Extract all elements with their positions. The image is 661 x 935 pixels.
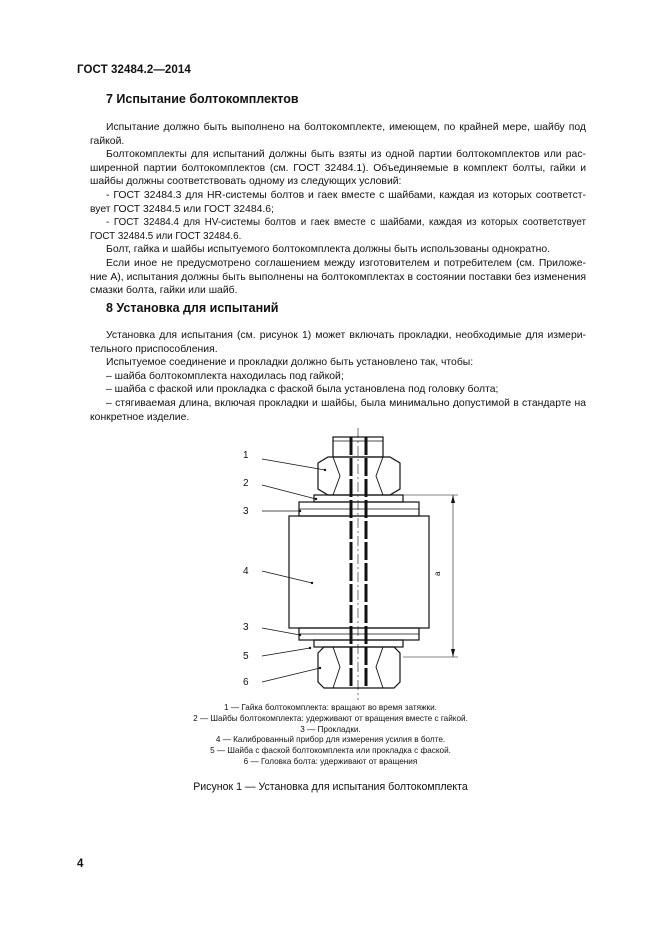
legend-item: 6 — Головка болта: удерживают от вращения bbox=[243, 756, 418, 766]
force-gauge bbox=[289, 516, 429, 628]
paragraph: - ГОСТ 32484.3 для HR-системы болтов и гаек вместе с шайбами, каждая из которых соответствует ГОСТ 32484.5 или ГОСТ 32484.6; bbox=[90, 189, 586, 215]
legend-item: 3 — Прокладки. bbox=[300, 724, 361, 734]
paragraph: Установка для испытания (см. рисунок 1) может включать прокладки, необходимые для измерительного приспособления. bbox=[90, 330, 586, 355]
figure-label-4: 4 bbox=[243, 566, 249, 577]
washer-chamfered bbox=[314, 640, 403, 647]
legend-item: 2 — Шайбы болтокомплекта: удерживают от вращения вместе с гайкой. bbox=[193, 713, 468, 723]
bolt-head bbox=[318, 647, 400, 688]
figure-label-6: 6 bbox=[243, 677, 249, 688]
figure-label-5: 5 bbox=[243, 651, 249, 662]
legend-item: 4 — Калиброванный прибор для измерения усилия в болте. bbox=[215, 735, 446, 745]
paragraph: Испытуемое соединение и прокладки должно быть установлено так, чтобы: bbox=[106, 357, 474, 369]
figure-caption: Рисунок 1 — Установка для испытания болтокомплекта bbox=[193, 781, 468, 793]
paragraph: Болтокомплекты для испытаний должны быть взяты из одной партии болтокомплектов или расширенной партии болтокомплектов (см. ГОСТ 32484.1). Объединяемые в комплект болты, гайки и шайбы должны соответствовать одному из следующих условий: bbox=[90, 149, 586, 188]
paragraph: – шайба болтокомплекта находилась под гайкой; bbox=[106, 370, 344, 382]
legend-item: 1 — Гайка болтокомплекта: вращают во время затяжки. bbox=[224, 703, 437, 712]
figure-label-3: 3 bbox=[243, 506, 249, 517]
figure-label-3b: 3 bbox=[243, 622, 249, 633]
section-7-title: 7 Испытание болтокомплектов bbox=[106, 92, 299, 106]
paragraph: – стягиваемая длина, включая прокладки и шайбы, была минимально допустимой в стандарте на конкретное изделие. bbox=[90, 397, 586, 423]
document-header: ГОСТ 32484.2—2014 bbox=[77, 64, 191, 76]
dimension-label: a bbox=[433, 571, 442, 576]
page-number: 4 bbox=[77, 858, 84, 870]
figure-legend bbox=[0, 703, 661, 768]
legend-item: 5 — Шайба с фаской болтокомплекта или прокладка с фаской. bbox=[210, 746, 451, 756]
figure-label-2: 2 bbox=[243, 478, 249, 489]
dimension-arrow-bottom bbox=[451, 649, 455, 657]
dimension-arrow-top bbox=[451, 495, 455, 503]
washer-top bbox=[314, 495, 403, 502]
paragraph: Испытание должно быть выполнено на болтокомплекте, имеющем, по крайней мере, шайбу под гайкой. bbox=[90, 122, 586, 147]
paragraph: – шайба с фаской или прокладка с фаской была установлена под головку болта; bbox=[106, 384, 499, 396]
paragraph: - ГОСТ 32484.4 для HV-системы болтов и гаек вместе с шайбами, каждая из которых соответствует ГОСТ 32484.5 или ГОСТ 32484.6. bbox=[90, 217, 586, 242]
paragraph: Болт, гайка и шайбы испытуемого болтокомплекта должны быть использованы однократно. bbox=[106, 244, 551, 256]
paragraph: Если иное не предусмотрено соглашением между изготовителем и потребителем (см. Приложение А), испытания должны быть выполнены на болтокомплектах в состоянии поставки без изменения смазки болта, гайки или шайб. bbox=[90, 257, 586, 297]
figure-label-1: 1 bbox=[243, 450, 249, 461]
section-8-title: 8 Установка для испытаний bbox=[106, 301, 279, 315]
nut bbox=[318, 457, 400, 495]
